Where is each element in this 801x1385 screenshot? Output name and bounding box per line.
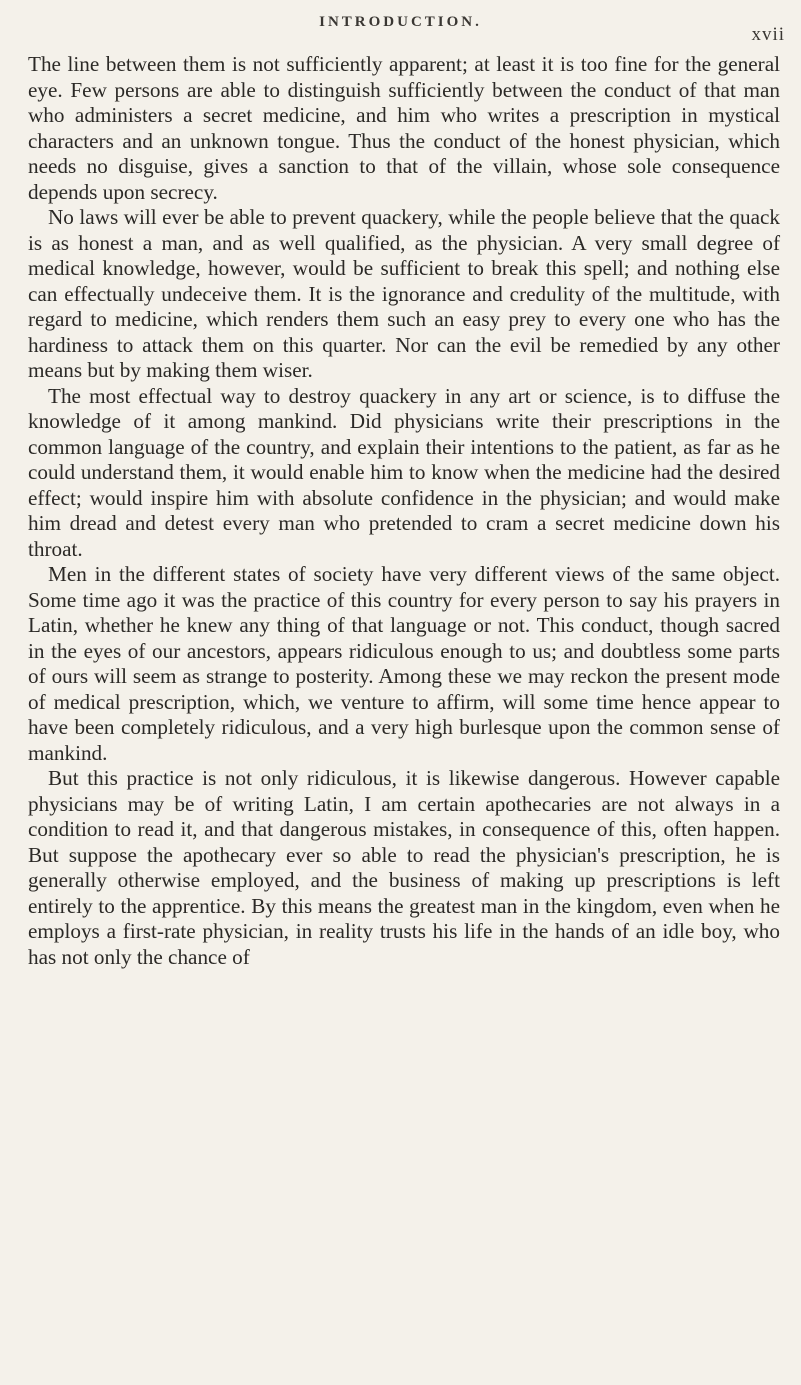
running-head xyxy=(0,4,801,44)
paragraph-1: The line between them is not sufficiently apparent; at least it is too fine for the general eye. Few persons are able to distinguish sufficiently between the conduct of that man who administers a secret medicine, and him who writes a prescription in mystical characters and an unknown tongue. Thus the conduct of the honest physician, which needs no disguise, gives a sanction to that of the villain, whose sole consequence depends upon secrecy. xyxy=(28,52,780,204)
paragraph-5: But this practice is not only ridiculous, it is likewise dangerous. However capable physicians may be of writing Latin, I am certain apothecaries are not always in a condition to read it, and that dangerous mistakes, in consequence of this, often happen. But suppose the apothecary ever so able to read the physician's prescription, he is generally otherwise employed, and the business of making up prescriptions is left entirely to the apprentice. By this means the greatest man in the kingdom, even when he employs a first-rate physician, in reality trusts his life in the hands of an idle boy, who has not only the chance of xyxy=(28,766,780,969)
body-text xyxy=(28,52,780,970)
running-title: INTRODUCTION. xyxy=(319,14,482,30)
paragraph-3: The most effectual way to destroy quackery in any art or science, is to diffuse the knowledge of it among mankind. Did physicians write their prescriptions in the common language of the country, and explain their intentions to the patient, as far as he could understand them, it would enable him to know when the medicine had the desired effect; would inspire him with absolute confidence in the physician; and would make him dread and detest every man who pretended to cram a secret medicine down his throat. xyxy=(28,383,780,561)
paragraph-2: No laws will ever be able to prevent quackery, while the people believe that the quack is as honest a man, and as well qualified, as the physician. A very small degree of medical knowledge, however, would be sufficient to break this spell; and nothing else can effectually undeceive them. It is the ignorance and credulity of the multitude, with regard to medicine, which renders them such an easy prey to every one who has the hardiness to attack them on this quarter. Nor can the evil be remedied by any other means but by making them wiser. xyxy=(28,205,780,382)
page-number: xvii xyxy=(751,24,785,45)
paragraph-4: Men in the different states of society have very different views of the same object. Some time ago it was the practice of this country for every person to say his prayers in Latin, whether he knew any thing of that language or not. This conduct, though sacred in the eyes of our ancestors, appears ridiculous enough to us; and doubtless some parts of ours will seem as strange to posterity. Among these we may reckon the present mode of medical prescription, which, we venture to affirm, will some time hence appear to have been completely ridiculous, and a very high burlesque upon the common sense of mankind. xyxy=(28,562,780,765)
